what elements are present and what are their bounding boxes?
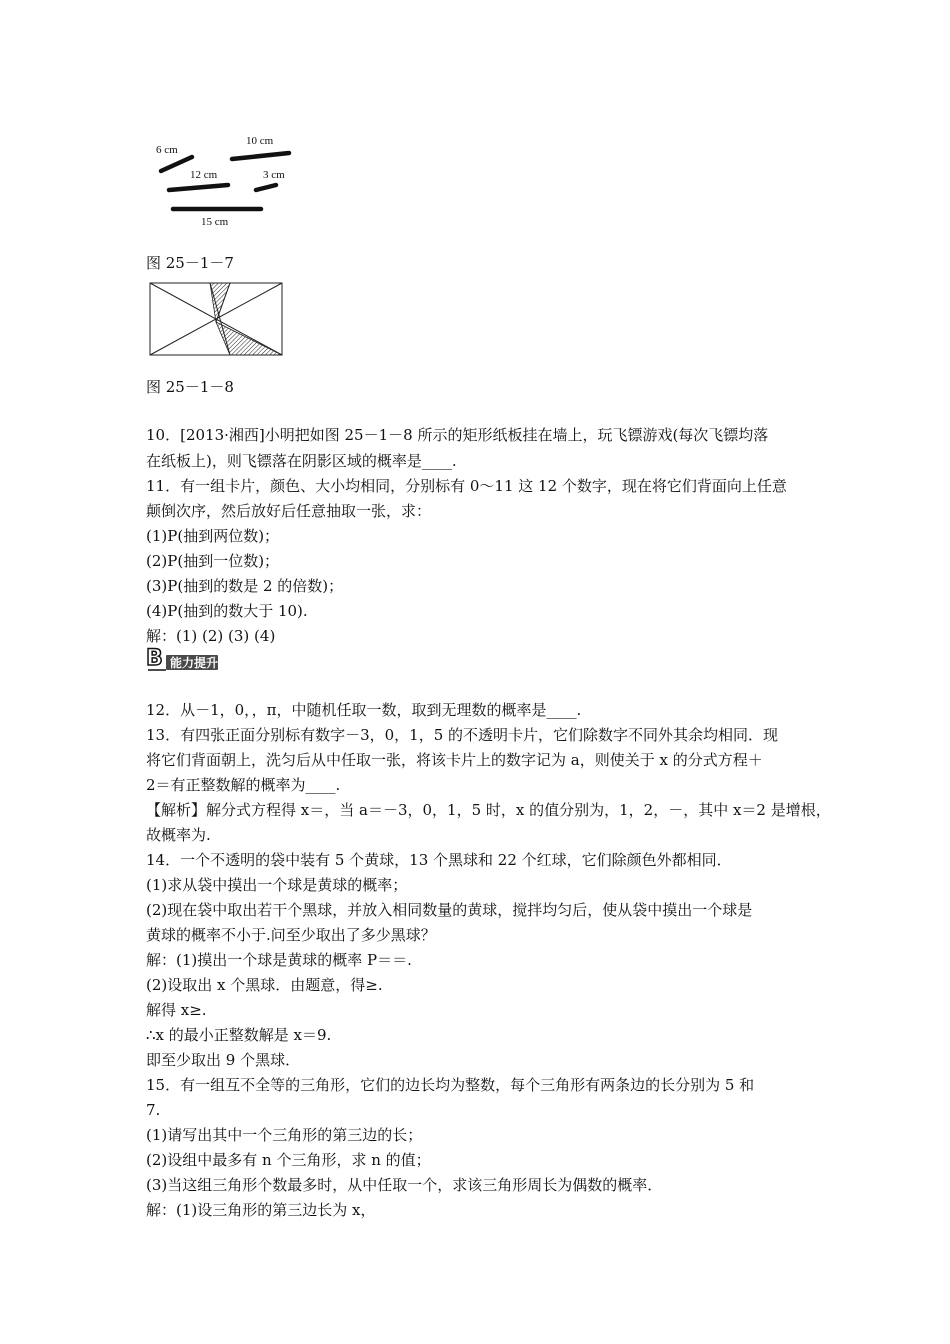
text-line: 将它们背面朝上，洗匀后从中任取一张，将该卡片上的数字记为 a，则使关于 x 的分式方程＋ [146, 751, 763, 769]
text-line: (3)当这组三角形个数最多时，从中任取一个，求该三角形周长为偶数的概率． [146, 1176, 663, 1194]
label-12cm: 12 cm [190, 169, 218, 181]
text-line: (4)P(抽到的数大于 10). [146, 602, 308, 620]
text-line: 解：(1) (2) (3) (4) [146, 627, 276, 645]
text-line: 13．有四张正面分别标有数字－3，0，1，5 的不透明卡片，它们除数字不同外其余均相同．现 [146, 726, 779, 744]
label-6cm: 6 cm [156, 144, 178, 156]
figure-25-1-7 [146, 128, 306, 232]
text-line: 解：(1)摸出一个球是黄球的概率 P＝＝. [146, 951, 412, 969]
stick-12cm [169, 185, 228, 190]
text-line: 黄球的概率不小于.问至少取出了多少黑球？ [146, 926, 436, 944]
section-badge-letter: B [146, 646, 163, 671]
label-3cm: 3 cm [263, 169, 285, 181]
text-line: (3)P(抽到的数是 2 的倍数)； [146, 577, 344, 595]
text-line: 故概率为. [146, 826, 211, 844]
text-line: 解得 x≥. [146, 1001, 207, 1019]
section-badge [146, 648, 220, 672]
label-10cm: 10 cm [246, 135, 274, 147]
section-badge-label: 能力提升 [170, 656, 219, 670]
figure-25-1-8 [148, 281, 284, 357]
shaded-region-top [210, 283, 230, 322]
text-line: 15．有一组互不全等的三角形，它们的边长均为整数，每个三角形有两条边的长分别为 5 和 [146, 1076, 755, 1094]
text-line: 在纸板上)，则飞镖落在阴影区域的概率是____. [146, 452, 457, 470]
text-line: 7. [146, 1101, 161, 1119]
stick-10cm [232, 153, 289, 159]
text-line: 11．有一组卡片，颜色、大小均相同，分别标有 0～11 这 12 个数字，现在将它们背面向上任意 [146, 477, 787, 495]
text-line: (1)P(抽到两位数)； [146, 527, 280, 545]
stick-3cm [256, 185, 276, 190]
figure-caption-25-1-7: 图 25－1－7 [146, 254, 234, 272]
text-line: 12．从－1，0，，π，中随机任取一数，取到无理数的概率是____. [146, 701, 582, 719]
text-line: 10．[2013·湘西]小明把如图 25－1－8 所示的矩形纸板挂在墙上，玩飞镖游戏(每次飞镖均落 [146, 426, 769, 444]
stick-6cm [161, 157, 192, 171]
text-line: 即至少取出 9 个黑球． [146, 1051, 301, 1069]
text-line: (2)设取出 x 个黑球．由题意，得≥. [146, 976, 383, 994]
text-line: (1)请写出其中一个三角形的第三边的长； [146, 1126, 423, 1144]
text-line: (2)P(抽到一位数)； [146, 552, 280, 570]
text-line: 【解析】解分式方程得 x＝，当 a＝－3，0，1，5 时，x 的值分别为，1，2，－，其中 x＝2 是增根， [146, 801, 831, 819]
text-line: 2＝有正整数解的概率为____. [146, 776, 341, 794]
text-line: 颠倒次序，然后放好后任意抽取一张，求： [146, 502, 432, 520]
label-15cm: 15 cm [201, 216, 229, 228]
text-line: 14．一个不透明的袋中装有 5 个黄球，13 个黑球和 22 个红球，它们除颜色外都相同． [146, 851, 732, 869]
text-line: (1)求从袋中摸出一个球是黄球的概率； [146, 876, 408, 894]
figure-caption-25-1-8: 图 25－1－8 [146, 378, 234, 396]
text-line: 解：(1)设三角形的第三边长为 x， [146, 1201, 376, 1219]
text-line: ∴x 的最小正整数解是 x＝9. [146, 1026, 332, 1044]
text-line: (2)设组中最多有 n 个三角形，求 n 的值； [146, 1151, 431, 1169]
text-line: (2)现在袋中取出若干个黑球，并放入相同数量的黄球，搅拌均匀后，使从袋中摸出一个球是 [146, 901, 753, 919]
